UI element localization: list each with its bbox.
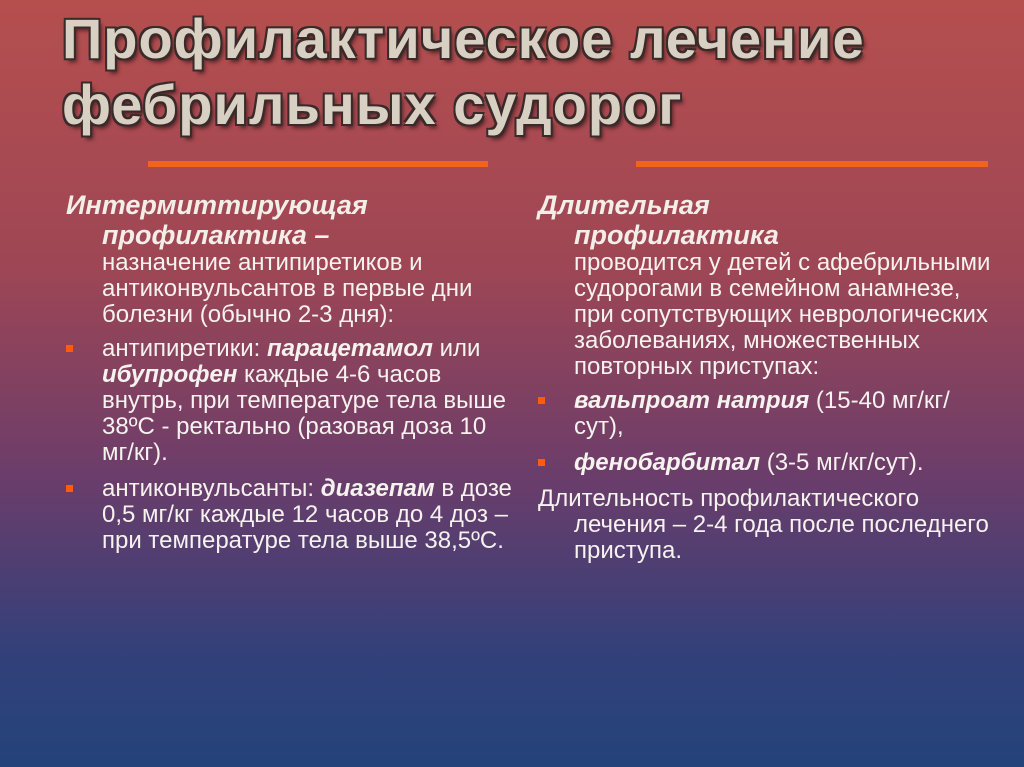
right-heading-line2: профилактика	[574, 220, 779, 250]
square-bullet-icon	[66, 485, 73, 492]
square-bullet-icon	[538, 397, 545, 404]
bullet-text: или	[432, 335, 481, 362]
bullet-text: каждые 4-6 часов внутрь, при температуре тела выше 38ºС - ректально (разовая доза 10 мг/кг).	[102, 361, 506, 466]
bullet-text: антиконвульсанты:	[102, 475, 321, 502]
right-intro-text: проводится у детей с афебрильными судорогами в семейном анамнезе, при сопутствующих неврологических заболеваниях, множественных повторных приступах:	[574, 249, 991, 380]
drug-name: ибупрофен	[102, 361, 238, 388]
right-bullet-list	[538, 388, 998, 476]
drug-name: фенобарбитал	[574, 449, 761, 476]
right-column	[538, 190, 998, 564]
square-bullet-icon	[66, 345, 73, 352]
list-item	[66, 336, 516, 466]
right-accent-rule	[636, 161, 988, 167]
right-heading-line1: Длительная	[538, 190, 710, 220]
bullet-text: антипиретики:	[102, 335, 267, 362]
bullet-text: в дозе 0,5 мг/кг каждые 12 часов до 4 доз – при температуре тела выше 38,5ºС.	[102, 475, 512, 554]
bullet-text: (15-40 мг/кг/сут),	[574, 387, 950, 440]
slide-title-line2: фебрильных судорог	[62, 73, 683, 136]
bullet-text: (3-5 мг/кг/сут).	[760, 449, 924, 476]
left-intro-text: назначение антипиретиков и антиконвульсантов в первые дни болезни (обычно 2-3 дня):	[102, 249, 473, 328]
left-accent-rule	[148, 161, 488, 167]
list-item	[66, 476, 516, 554]
left-bullet-list	[66, 336, 516, 554]
slide-title-line1: Профилактическое лечение	[62, 7, 865, 70]
drug-name: парацетамол	[266, 335, 433, 362]
drug-name: диазепам	[320, 475, 435, 502]
left-column	[66, 190, 516, 564]
duration-paragraph: Длительность профилактического лечения – 2-4 года после последнего приступа.	[538, 485, 989, 564]
right-intro-paragraph	[538, 190, 998, 380]
slide-title	[62, 6, 1002, 138]
list-item	[538, 388, 998, 440]
left-heading-line1: Интермиттирующая	[66, 190, 368, 220]
left-heading-line2: профилактика –	[102, 220, 330, 250]
square-bullet-icon	[538, 459, 545, 466]
left-intro-paragraph	[66, 190, 516, 328]
list-item	[538, 450, 998, 476]
drug-name: вальпроат натрия	[574, 387, 810, 414]
